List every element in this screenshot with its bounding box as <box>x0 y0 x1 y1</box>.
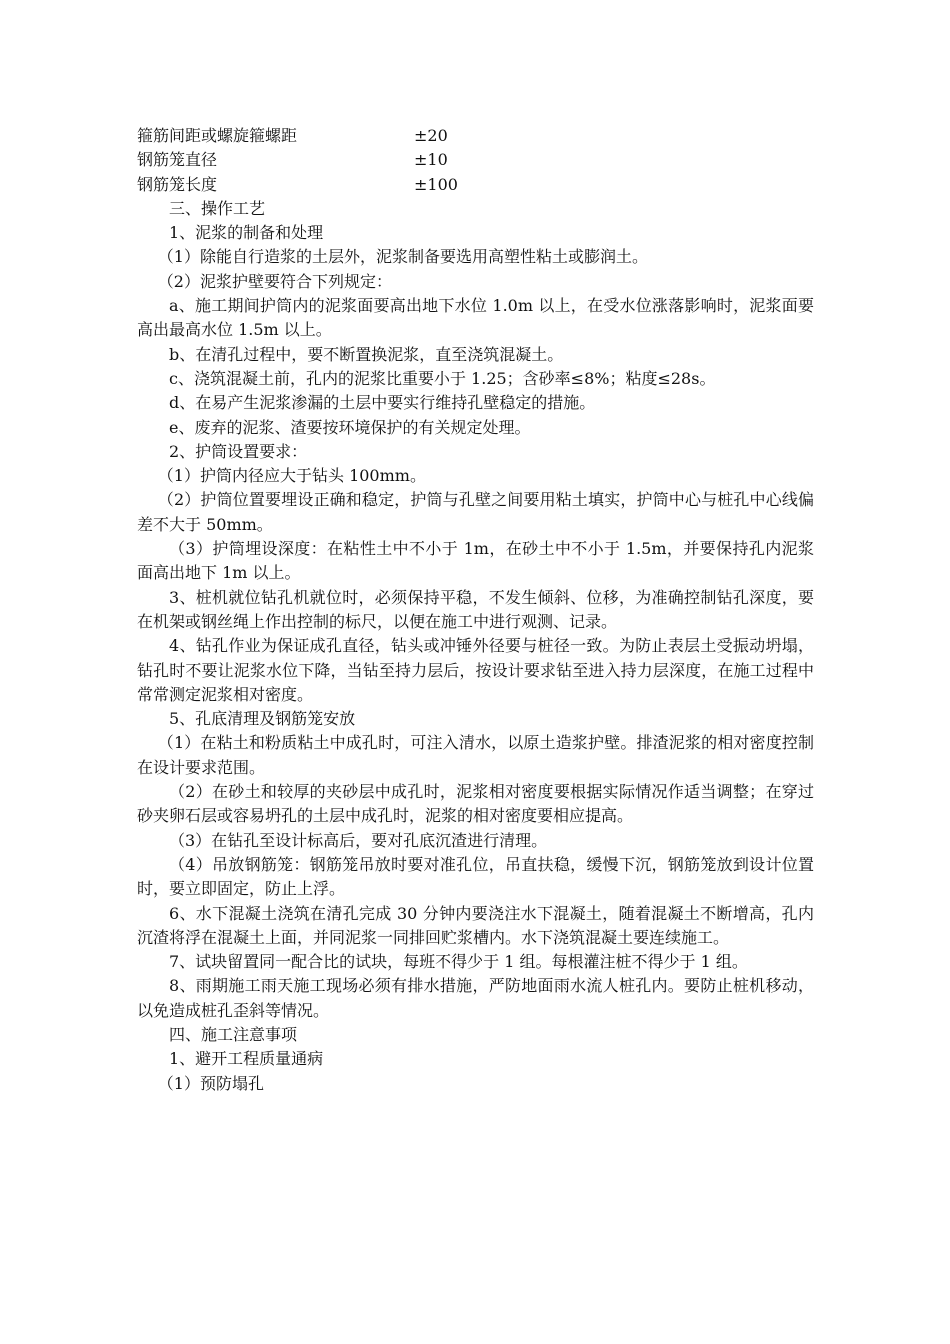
paragraph-list <box>137 197 814 1096</box>
paragraph: d、在易产生泥浆渗漏的土层中要实行维持孔壁稳定的措施。 <box>169 393 596 413</box>
paragraph: （1）护筒内径应大于钻头 100mm。 <box>157 466 426 486</box>
paragraph: 4、钻孔作业为保证成孔直径，钻头或冲锤外径要与桩径一致。为防止表层土受振动坍塌，钻孔时不要让泥浆水位下降，当钻至持力层后，按设计要求钻至进入持力层深度，在施工过程中常常测定泥浆相对密度。 <box>137 636 814 704</box>
paragraph: 5、孔底清理及钢筋笼安放 <box>169 709 356 729</box>
tolerance-row <box>137 124 814 148</box>
tolerance-value: ±20 <box>414 126 448 145</box>
paragraph: b、在清孔过程中，要不断置换泥浆，直至浇筑混凝土。 <box>169 344 564 364</box>
paragraph: 1、避开工程质量通病 <box>169 1049 324 1069</box>
paragraph: c、浇筑混凝土前，孔内的泥浆比重要小于 1.25；含砂率≤8%；粘度≤28s。 <box>169 368 716 388</box>
paragraph: 6、水下混凝土浇筑在清孔完成 30 分钟内要浇注水下混凝土，随着混凝土不断增高，孔内沉渣将浮在混凝土上面，并同泥浆一同排回贮浆槽内。水下浇筑混凝土要连续施工。 <box>137 903 814 947</box>
paragraph: 3、桩机就位钻孔机就位时，必须保持平稳，不发生倾斜、位移，为准确控制钻孔深度，要在机架或钢丝绳上作出控制的标尺，以便在施工中进行观测、记录。 <box>137 587 814 631</box>
tolerance-name: 钢筋笼直径 <box>137 150 218 170</box>
paragraph: （1）预防塌孔 <box>157 1073 264 1093</box>
tolerance-value: ±100 <box>414 174 458 194</box>
paragraph: 8、雨期施工雨天施工现场必须有排水措施，严防地面雨水流人桩孔内。要防止桩机移动，以免造成桩孔歪斜等情况。 <box>137 976 814 1020</box>
paragraph: 7、试块留置同一配合比的试块，每班不得少于 1 组。每根灌注桩不得少于 1 组。 <box>169 952 748 972</box>
paragraph: （1）在粘土和粉质粘土中成孔时，可注入清水，以原土造浆护壁。排渣泥浆的相对密度控制在设计要求范围。 <box>137 733 814 777</box>
paragraph: a、施工期间护筒内的泥浆面要高出地下水位 1.0m 以上，在受水位涨落影响时，泥浆面要高出最高水位 1.5m 以上。 <box>137 296 814 340</box>
paragraph: 1、泥浆的制备和处理 <box>169 223 324 243</box>
tolerance-row <box>137 148 814 172</box>
tolerance-value: ±10 <box>414 150 448 170</box>
paragraph: （2）护筒位置要埋设正确和稳定，护筒与孔壁之间要用粘土填实，护筒中心与桩孔中心线偏差不大于 50mm。 <box>137 490 814 534</box>
paragraph: 四、施工注意事项 <box>169 1024 298 1044</box>
tolerance-name: 箍筋间距或螺旋箍螺距 <box>137 126 298 145</box>
paragraph: （1）除能自行造浆的土层外，泥浆制备要选用高塑性粘土或膨润土。 <box>157 247 648 267</box>
paragraph: （2）泥浆护壁要符合下列规定： <box>157 271 392 291</box>
tolerance-row <box>137 173 814 197</box>
paragraph: （4）吊放钢筋笼：钢筋笼吊放时要对准孔位，吊直扶稳，缓慢下沉，钢筋笼放到设计位置时，要立即固定，防止上浮。 <box>137 854 814 899</box>
paragraph: 三、操作工艺 <box>169 198 266 218</box>
document-body <box>137 124 814 1096</box>
paragraph: （3）在钻孔至设计标高后，要对孔底沉渣进行清理。 <box>169 830 548 850</box>
paragraph: （3）护筒埋设深度：在粘性土中不小于 1m，在砂土中不小于 1.5m，并要保持孔内泥浆面高出地下 1m 以上。 <box>137 539 814 583</box>
paragraph: e、废弃的泥浆、渣要按环境保护的有关规定处理。 <box>169 417 531 437</box>
paragraph: （2）在砂土和较厚的夹砂层中成孔时，泥浆相对密度要根据实际情况作适当调整；在穿过砂夹卵石层或容易坍孔的土层中成孔时，泥浆的相对密度要相应提高。 <box>137 782 814 826</box>
paragraph: 2、护筒设置要求： <box>169 441 308 461</box>
tolerance-name: 钢筋笼长度 <box>137 174 218 194</box>
